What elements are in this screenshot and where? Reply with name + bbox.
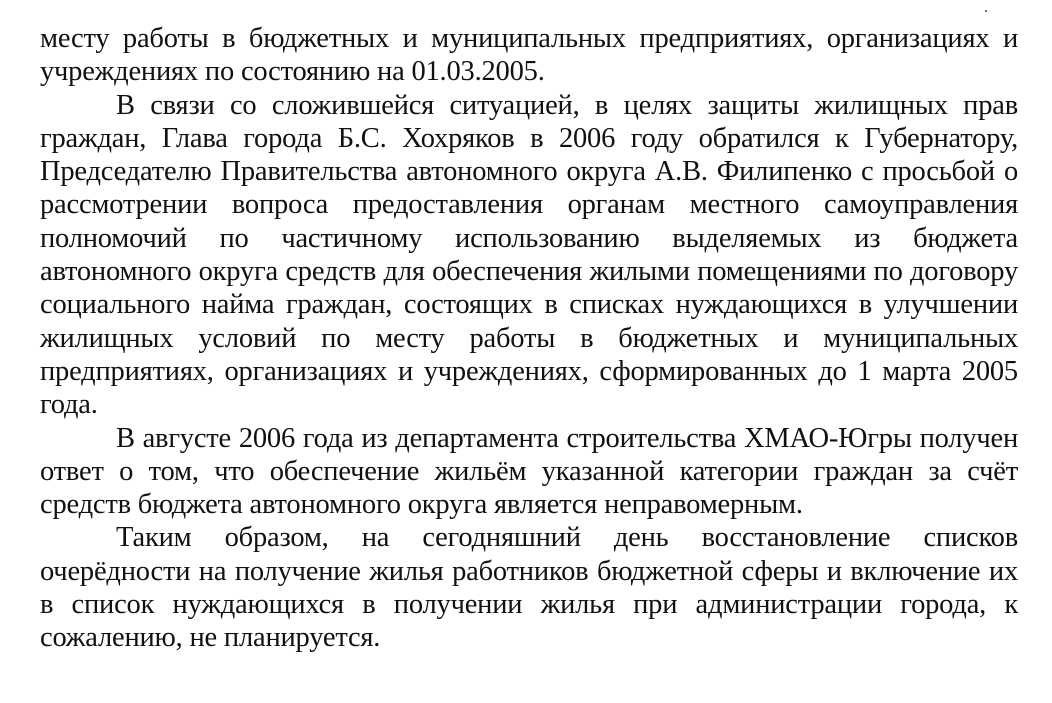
document-page [40, 22, 1018, 655]
paragraph-housing-rights-request: В связи со сложившейся ситуацией, в целях защиты жилищных прав граждан, Глава города Б.С. Хохряков в 2006 году обратился к Губернатору, Председателю Правительства автономного округа А.В. Филипенко с просьбой о рассмотрении вопроса предоставления органам местного самоуправления полномочий по частичному использованию выделяемых из бюджета автономного округа средств для обеспечения жилыми помещениями по договору социального найма граждан, состоящих в списках нуждающихся в улучшении жилищных условий по месту работы в бюджетных и муниципальных предприятиях, организациях и учреждениях, сформированных до 1 марта 2005 года. [40, 89, 1018, 421]
scan-speck [985, 10, 987, 12]
paragraph-continuation: месту работы в бюджетных и муниципальных предприятиях, организациях и учреждениях по состоянию на 01.03.2005. [40, 23, 1018, 88]
paragraph-conclusion: Таким образом, на сегодняшний день восстановление списков очерёдности на получение жилья работников бюджетной сферы и включение их в список нуждающихся в получении жилья при администрации города, к сожалению, не планируется. [40, 522, 1018, 654]
paragraph-department-response: В августе 2006 года из департамента строительства ХМАО-Югры получен ответ о том, что обеспечение жильём указанной категории граждан за счёт средств бюджета автономного округа является неправомерным. [40, 422, 1018, 521]
